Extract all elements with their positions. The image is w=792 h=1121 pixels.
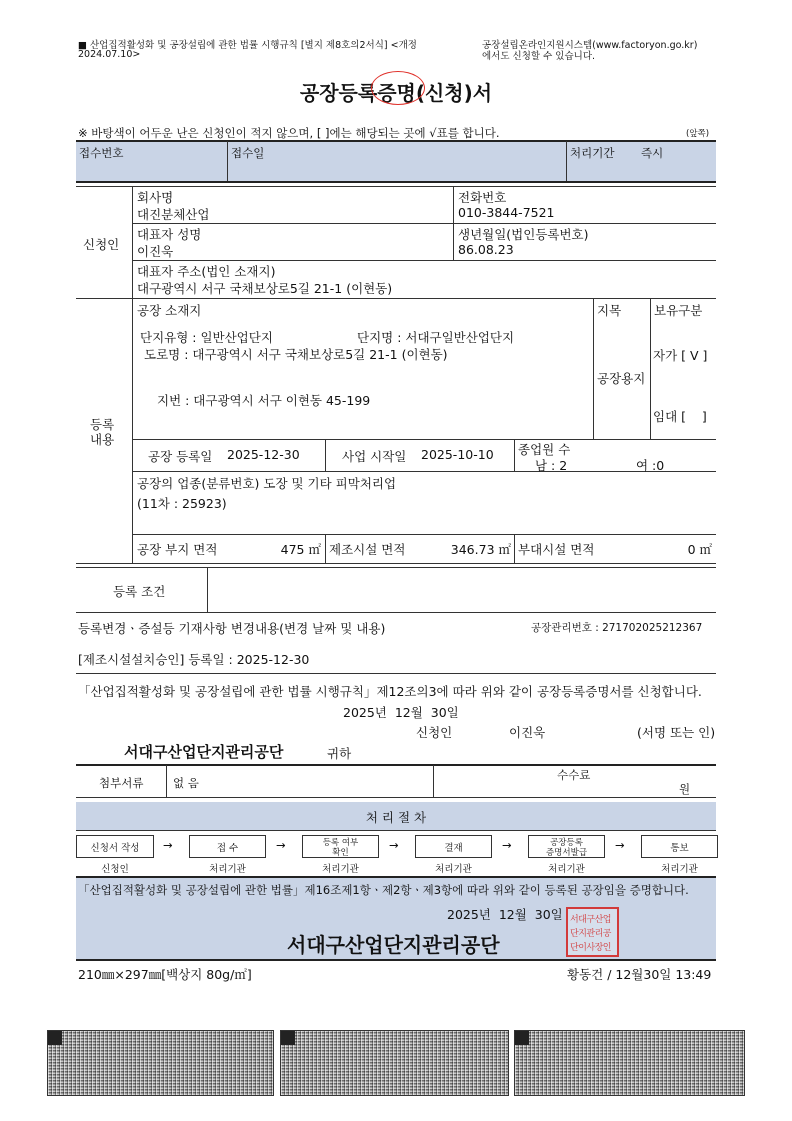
auxiliary-area-value: 0 ㎡ [687,542,712,557]
procedure-step-1: 신청서 작성 [76,835,154,858]
registration-date-value: 2025-12-30 [227,447,300,462]
business-start-value: 2025-10-10 [421,447,494,462]
manufacturing-area-label: 제조시설 면적 [329,542,406,557]
processing-period-value: 즉시 [641,146,664,160]
applicant-section-label: 신청인 [83,237,120,252]
arrow-icon: → [615,838,625,852]
ownership-lease-checkbox[interactable]: 임대 [ ] [653,409,707,424]
declaration-date: 2025년 12월 30일 [343,705,459,720]
arrow-icon: → [502,838,512,852]
barcode-image-2 [280,1030,509,1096]
birthdate-label: 생년월일(법인등록번호) [458,227,589,242]
employees-label: 종업원 수 [518,442,571,457]
phone-label: 전화번호 [458,190,507,205]
procedure-actor-4: 처리기관 [435,864,472,875]
changes-label: 등록변경ㆍ증설등 기재사항 변경내용(변경 날짜 및 내용) [78,621,386,636]
certification-text: 「산업집적활성화 및 공장설립에 관한 법률」제16조제1항ㆍ제2항ㆍ제3항에 따라 위와 같이 등록된 공장임을 증명합니다. [78,883,689,897]
official-seal-stamp: 서대구산업 단지관리공 단이사장인 [566,907,619,957]
certification-date: 2025년 12월 30일 [447,907,563,922]
page-side-label: (앞쪽) [686,129,710,139]
recipient-organization: 서대구산업단지관리공단 [124,743,284,761]
handwritten-circle-mark [371,71,425,105]
issued-by: 황동건 / 12월30일 13:49 [567,967,712,982]
online-note-line2: 에서도 신청할 수 있습니다. [482,51,596,62]
business-start-label: 사업 시작일 [342,449,407,464]
form-reference: ■ 산업집적활성화 및 공장설립에 관한 법률 시행규칙 [별지 제8호의2서식] <개정 [78,40,417,51]
receipt-number-label: 접수번호 [79,146,124,160]
procedure-step-3: 등록 여부 확인 [302,835,379,858]
industry-code: (11차 : 25923) [137,496,227,511]
birthdate-value: 86.08.23 [458,242,514,257]
procedure-title: 처 리 절 차 [365,810,427,825]
company-name-value: 대진분체산업 [137,207,210,222]
barcode-image-1 [47,1030,274,1096]
procedure-step-6: 통보 [641,835,718,858]
title-circled-word: 증명 [377,77,416,106]
manufacturing-area-value: 346.73 ㎡ [450,542,511,557]
road-address: 도로명 : 대구광역시 서구 국채보상로5길 21-1 (이현동) [144,347,448,362]
representative-value: 이진욱 [137,244,174,259]
company-name-label: 회사명 [137,190,174,205]
attachments-value: 없 음 [173,776,199,790]
address-value: 대구광역시 서구 국채보상로5길 21-1 (이현동) [137,281,393,296]
arrow-icon: → [276,838,286,852]
document-title: 공장등록증명 (신청)서 [0,77,792,106]
factory-management-number: 공장관리번호 : 271702025212367 [531,622,703,634]
barcode-image-3 [514,1030,745,1096]
phone-value: 010-3844-7521 [458,205,555,220]
instruction-note: ※ 바탕색이 어두운 난은 신청인이 적지 않으며, [ ]에는 해당되는 곳에 √표를 합니다. [78,126,500,140]
address-label: 대표자 주소(법인 소재지) [137,264,276,279]
procedure-actor-5: 처리기관 [548,864,585,875]
auxiliary-area-label: 부대시설 면적 [518,542,595,557]
change-entry: [제조시설설치승인] 등록일 : 2025-12-30 [78,652,310,667]
procedure-actor-1: 신청인 [101,864,129,875]
procedure-step-4: 결재 [415,835,492,858]
ownership-label: 보유구분 [654,303,703,318]
receipt-row-shading [76,141,716,181]
land-category-value: 공장용지 [597,371,646,386]
registration-section-label2: 내용 [90,432,115,447]
site-area-value: 475 ㎡ [280,542,321,557]
ownership-own-checkbox[interactable]: 자가 [ V ] [653,348,708,363]
fee-label: 수수료 [557,768,591,782]
registration-conditions-label: 등록 조건 [113,584,166,599]
receipt-date-label: 접수일 [231,146,265,160]
procedure-step-5: 공장등록 증명서발급 [528,835,605,858]
processing-period-label: 처리기간 [570,146,615,160]
issuing-organization: 서대구산업단지관리공단 [287,933,500,957]
form-reference-date: 2024.07.10> [78,49,141,60]
online-note-line1: 공장설립온라인지원시스템(www.factoryon.go.kr) [482,40,698,51]
representative-label: 대표자 성명 [137,227,202,242]
factory-location-label: 공장 소재지 [137,303,202,318]
procedure-step-2: 접 수 [189,835,266,858]
declaration-applicant-label: 신청인 [416,725,453,740]
industry-label: 공장의 업종(분류번호) 도장 및 기타 피막처리업 [137,476,397,491]
signature-label: (서명 또는 인) [637,725,716,740]
attachments-label: 첨부서류 [99,776,144,790]
employees-female: 여 :0 [636,458,665,473]
complex-name: 단지명 : 서대구일반산업단지 [357,330,515,345]
site-area-label: 공장 부지 면적 [137,542,218,557]
procedure-actor-6: 처리기관 [661,864,698,875]
paper-spec: 210㎜×297㎜[백상지 80g/㎡] [78,967,252,982]
recipient-suffix: 귀하 [327,746,352,761]
arrow-icon: → [163,838,173,852]
registration-date-label: 공장 등록일 [148,449,213,464]
arrow-icon: → [389,838,399,852]
land-category-label: 지목 [597,303,622,318]
employees-male: 남 : 2 [535,458,568,473]
lot-address: 지번 : 대구광역시 서구 이현동 45-199 [157,393,371,408]
fee-unit: 원 [679,782,691,796]
procedure-actor-3: 처리기관 [322,864,359,875]
registration-section-label1: 등록 [90,417,115,432]
declaration-applicant-name: 이진욱 [509,725,546,740]
complex-type: 단지유형 : 일반산업단지 [140,330,273,345]
declaration-text: 「산업집적활성화 및 공장설립에 관한 법률 시행규칙」제12조의3에 따라 위와 같이 공장등록증명서를 신청합니다. [78,684,702,699]
procedure-actor-2: 처리기관 [209,864,246,875]
